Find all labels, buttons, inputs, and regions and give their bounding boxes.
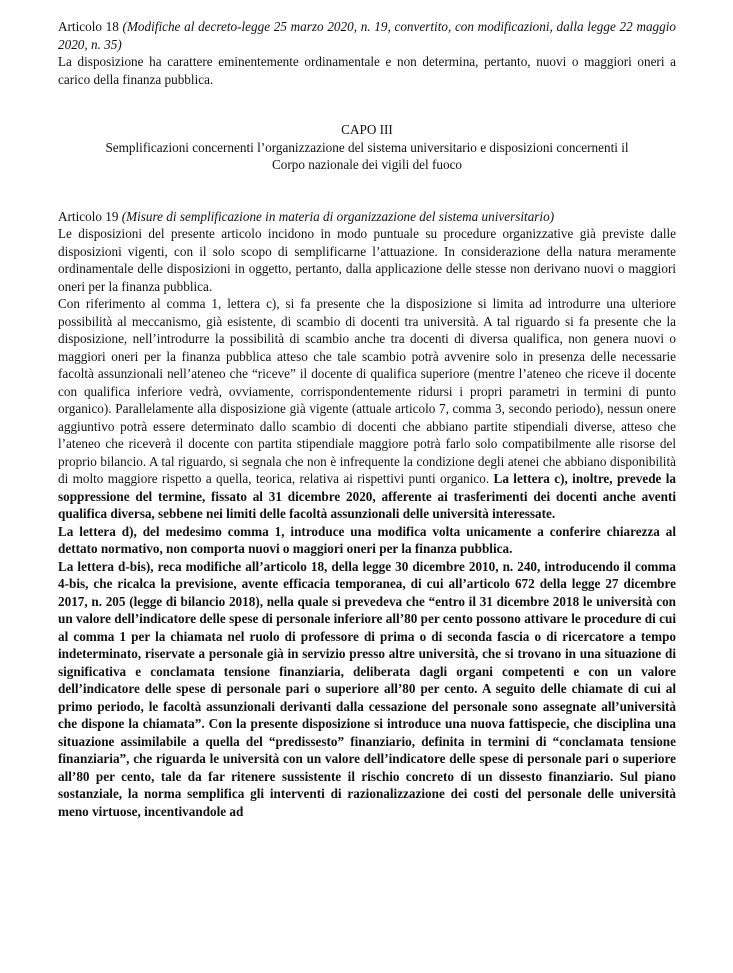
capo-subtitle-line1: Semplificazioni concernenti l’organizzazione del sistema universitario e disposizioni concernenti il [105,139,629,155]
article-19-paragraph-1: Le disposizioni del presente articolo incidono in modo puntuale su procedure organizzative già previste dalle disposizioni vigenti, con il solo scopo di semplificarne l’attuazione. In considerazione della natura meramente ordinamentale delle disposizioni in oggetto, pertanto, dalla applicazione delle stesse non derivano nuovi o maggiori oneri per la finanza pubblica. [58,226,676,294]
article-19-paragraph-3: La lettera d), del medesimo comma 1, introduce una modifica volta unicamente a conferire chiarezza al dettato normativo, non comporta nuovi o maggiori oneri per la finanza pubblica. [58,523,676,556]
spacer [58,174,676,208]
document-page [58,18,676,820]
article-19-subtitle: (Misure di semplificazione in materia di organizzazione del sistema universitario) [121,208,555,224]
capo-title: CAPO III [341,122,393,137]
spacer [58,88,676,121]
article-19-paragraph-2 [58,295,676,523]
paragraph-2-bold-text: La lettera c), inoltre, prevede la soppressione del termine, fissato al 31 dicembre 2020, afferente ai trasferimenti dei docenti anche aventi qualifica diversa, sebbene nei limiti delle facoltà assunzionali delle università interessate. [58,471,677,521]
article-18-heading [58,18,676,53]
paragraph-2-text: Con riferimento al comma 1, lettera c), si fa presente che la disposizione si limita ad introdurre una ulteriore possibilità al meccanismo, già esistente, di scambio di docenti tra università. A tal riguardo si fa presente che la disposizione, nell’introdurre la possibilità di scambio anche tra docenti di diversa qualifica, non genera nuovi o maggiori oneri per la finanza pubblica atteso che tale scambio potrà avvenire solo in presenza delle necessarie facoltà assunzionali nell’ateneo che “riceve” il docente di qualifica superiore (mentre l’ateneo che riceve il docente con qualifica inferiore vedrà, ovviamente, corrispondentemente ridursi i propri parametri in termini di punto organico). Parallelamente alla disposizione già vigente (attuale articolo 7, comma 3, secondo periodo), nessun onere aggiuntivo potrà essere determinato dallo scambio di docenti che abbiano partite stipendiali diverse, atteso che l’ateneo che riceverà il docente con partita stipendiale maggiore potrà farlo solo compatibilmente alle risorse del proprio bilancio. A tal riguardo, si segnala che non è infrequente la condizione degli atenei che abbiano disponibilità di molto maggiore rispetto a quella, teorica, relativa ai rispettivi punti organico. [58,296,676,486]
article-18-title: Articolo 18 [58,19,123,34]
article-18-subtitle: (Modifiche al decreto-legge 25 marzo 2020, n. 19, convertito, con modificazioni, dalla legge 22 maggio 2020, n. 35) [58,19,677,52]
article-19-heading [58,208,676,226]
article-19-paragraph-4: La lettera d-bis), reca modifiche all’articolo 18, della legge 30 dicembre 2010, n. 240, introducendo il comma 4-bis, che ricalca la previsione, avente efficacia temporanea, di cui all’articolo 672 della legge 27 dicembre 2017, n. 205 (legge di bilancio 2018), nella quale si prevedeva che “entro il 31 dicembre 2018 le università con un valore dell’indicatore delle spese di personale inferiore all’80 per cento possono attivare le procedure di cui al comma 1 per la chiamata nel ruolo di professore di prima o di seconda fascia o di ricercatore a tempo indeterminato, riservate a personale già in servizio presso altre università, che si trovano in una situazione di significativa e conclamata tensione finanziaria, deliberata dagli organi competenti e con un valore dell’indicatore delle spese di personale pari o superiore all’80 per cento. A seguito delle chiamate di cui al primo periodo, le facoltà assunzionali derivanti dalla cessazione del personale sono assegnate all’università che dispone la chiamata”. Con la presente disposizione si introduce una nuova fattispecie, che disciplina una situazione assimilabile a quella del “predissesto” finanziario, definita in termini di “conclamata tensione finanziaria”, che riguarda le università con un valore dell’indicatore delle spese di personale pari o superiore all’80 per cento, tale da far ritenere sussistente il rischio concreto di un dissesto finanziario. Sul piano sostanziale, la norma semplifica gli interventi di razionalizzazione dei costi del personale delle università meno virtuose, incentivandole ad [58,558,676,819]
article-18-paragraph: La disposizione ha carattere eminentemente ordinamentale e non determina, pertanto, nuovi o maggiori oneri a carico della finanza pubblica. [58,54,676,87]
article-19-title: Articolo 19 [58,208,122,224]
capo-subtitle-line2: Corpo nazionale dei vigili del fuoco [271,157,463,172]
